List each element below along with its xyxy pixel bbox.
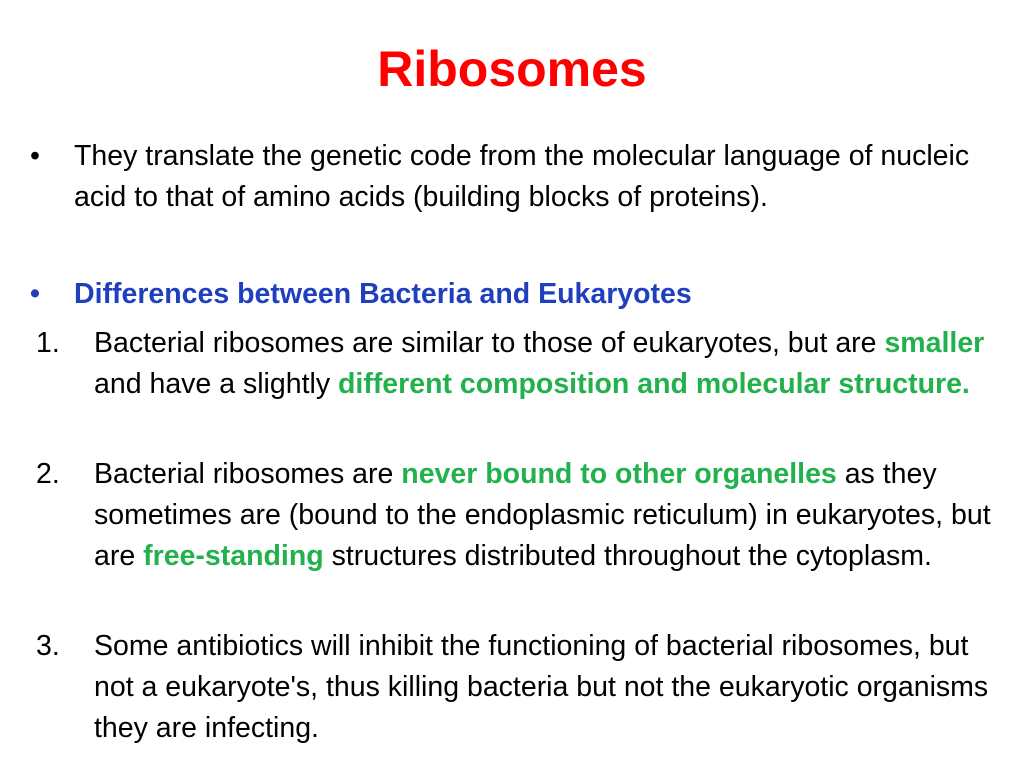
text-run: Bacterial ribosomes are similar to those of eukaryotes, but are <box>94 327 885 359</box>
highlight-free-standing: free-standing <box>143 540 324 572</box>
text-run: structures distributed throughout the cytoplasm. <box>323 540 932 572</box>
text-run: and have a slightly <box>94 368 338 400</box>
text-run: Bacterial ribosomes are <box>94 458 402 490</box>
slide-title: Ribosomes <box>377 41 647 97</box>
bullet-marker: • <box>30 140 40 172</box>
list-number: 2. <box>36 458 60 490</box>
highlight-composition: different composition and molecular structure. <box>338 368 970 400</box>
list-item-text: Some antibiotics will inhibit the functioning of bacterial ribosomes, but not a eukaryote's, thus killing bacteria but not the eukaryotic organisms they are infecting. <box>94 630 989 744</box>
list-number: 3. <box>36 630 60 662</box>
list-item-text <box>94 323 994 405</box>
highlight-smaller: smaller <box>884 327 985 359</box>
bullet-marker: • <box>30 278 40 310</box>
list-number: 1. <box>36 327 60 359</box>
bullet-text: They translate the genetic code from the molecular language of nucleic acid to that of amino acids (building blocks of proteins). <box>74 140 970 213</box>
text-run: as they sometimes are (bound to the endoplasmic reticulum) in eukaryotes, but are <box>94 458 991 572</box>
list-item-text <box>94 454 994 577</box>
highlight-never-bound: never bound to other organelles <box>401 458 837 490</box>
section-heading: Differences between Bacteria and Eukaryotes <box>74 278 692 310</box>
